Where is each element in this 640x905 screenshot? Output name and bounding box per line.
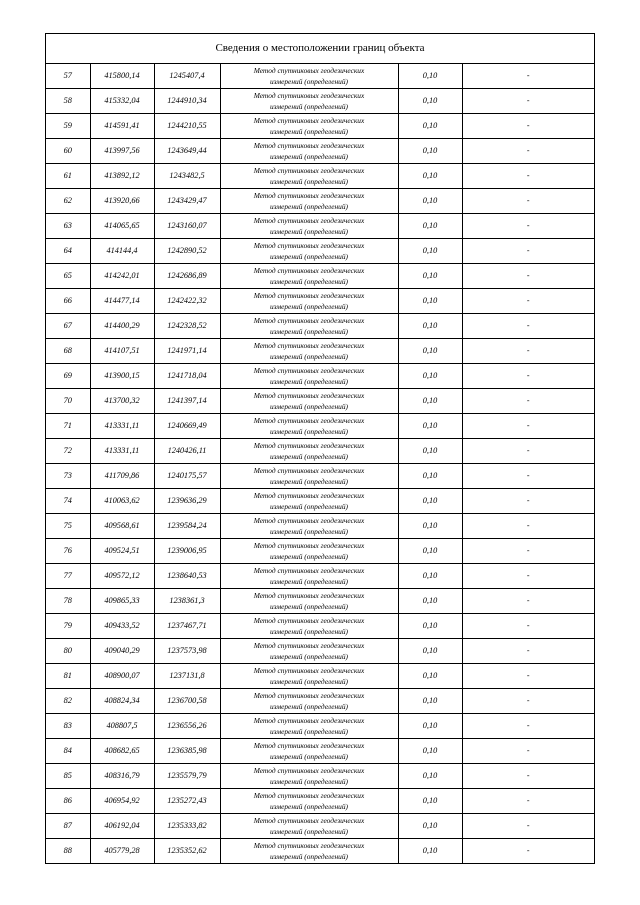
table-row: [46, 814, 594, 839]
method-cell: [220, 439, 398, 464]
coord-x: 408824,34: [90, 689, 154, 714]
method-cell: [220, 714, 398, 739]
coord-y: 1243160,07: [154, 214, 220, 239]
point-number: 67: [46, 314, 90, 339]
coord-y: 1236556,26: [154, 714, 220, 739]
point-number: 81: [46, 664, 90, 689]
method-line-1: Метод спутниковых геодезических: [253, 391, 365, 400]
accuracy-value: 0,10: [398, 64, 462, 89]
table-row: [46, 789, 594, 814]
note-value: -: [462, 564, 594, 589]
coord-x: 405779,28: [90, 839, 154, 864]
boundary-table-sheet: [45, 33, 595, 864]
point-number: 76: [46, 539, 90, 564]
point-number: 79: [46, 614, 90, 639]
note-value: -: [462, 214, 594, 239]
method-line-2: измерений (определений): [269, 702, 349, 711]
method-cell: [220, 214, 398, 239]
point-number: 86: [46, 789, 90, 814]
method-line-1: Метод спутниковых геодезических: [253, 366, 365, 375]
coord-x: 414591,41: [90, 114, 154, 139]
accuracy-value: 0,10: [398, 464, 462, 489]
method-cell: [220, 139, 398, 164]
table-row: [46, 164, 594, 189]
method-line-2: измерений (определений): [269, 552, 349, 561]
method-line-1: Метод спутниковых геодезических: [253, 716, 365, 725]
point-number: 77: [46, 564, 90, 589]
note-value: -: [462, 714, 594, 739]
method-cell: [220, 64, 398, 89]
note-value: -: [462, 539, 594, 564]
coord-y: 1237467,71: [154, 614, 220, 639]
note-value: -: [462, 364, 594, 389]
method-line-1: Метод спутниковых геодезических: [253, 166, 365, 175]
method-line-2: измерений (определений): [269, 302, 349, 311]
method-line-1: Метод спутниковых геодезических: [253, 441, 365, 450]
table-row: [46, 664, 594, 689]
coord-x: 408807,5: [90, 714, 154, 739]
note-value: -: [462, 589, 594, 614]
method-cell: [220, 339, 398, 364]
coord-y: 1242686,89: [154, 264, 220, 289]
note-value: -: [462, 389, 594, 414]
method-cell: [220, 89, 398, 114]
table-row: [46, 139, 594, 164]
method-cell: [220, 489, 398, 514]
coord-y: 1238640,53: [154, 564, 220, 589]
accuracy-value: 0,10: [398, 139, 462, 164]
method-line-2: измерений (определений): [269, 452, 349, 461]
coord-x: 414144,4: [90, 239, 154, 264]
point-number: 59: [46, 114, 90, 139]
method-line-2: измерений (определений): [269, 802, 349, 811]
method-line-1: Метод спутниковых геодезических: [253, 766, 365, 775]
accuracy-value: 0,10: [398, 539, 462, 564]
note-value: -: [462, 739, 594, 764]
coord-y: 1239006,95: [154, 539, 220, 564]
coord-x: 414107,51: [90, 339, 154, 364]
method-line-1: Метод спутниковых геодезических: [253, 116, 365, 125]
table-row: [46, 239, 594, 264]
note-value: -: [462, 414, 594, 439]
table-row: [46, 739, 594, 764]
point-number: 72: [46, 439, 90, 464]
table-row: [46, 289, 594, 314]
method-cell: [220, 364, 398, 389]
accuracy-value: 0,10: [398, 164, 462, 189]
accuracy-value: 0,10: [398, 439, 462, 464]
method-line-1: Метод спутниковых геодезических: [253, 641, 365, 650]
coord-y: 1235333,82: [154, 814, 220, 839]
table-row: [46, 564, 594, 589]
coord-y: 1242890,52: [154, 239, 220, 264]
method-cell: [220, 414, 398, 439]
method-line-1: Метод спутниковых геодезических: [253, 216, 365, 225]
coord-y: 1244210,55: [154, 114, 220, 139]
coord-y: 1244910,34: [154, 89, 220, 114]
table-row: [46, 89, 594, 114]
point-number: 71: [46, 414, 90, 439]
method-line-2: измерений (определений): [269, 352, 349, 361]
accuracy-value: 0,10: [398, 339, 462, 364]
method-cell: [220, 789, 398, 814]
note-value: -: [462, 814, 594, 839]
table-row: [46, 539, 594, 564]
method-line-2: измерений (определений): [269, 827, 349, 836]
coord-x: 409572,12: [90, 564, 154, 589]
method-line-2: измерений (определений): [269, 527, 349, 536]
point-number: 75: [46, 514, 90, 539]
method-cell: [220, 164, 398, 189]
method-line-1: Метод спутниковых геодезических: [253, 816, 365, 825]
coord-x: 413997,56: [90, 139, 154, 164]
method-cell: [220, 114, 398, 139]
accuracy-value: 0,10: [398, 664, 462, 689]
method-line-1: Метод спутниковых геодезических: [253, 616, 365, 625]
point-number: 57: [46, 64, 90, 89]
table-row: [46, 764, 594, 789]
accuracy-value: 0,10: [398, 389, 462, 414]
method-cell: [220, 589, 398, 614]
table-row: [46, 514, 594, 539]
coord-x: 409433,52: [90, 614, 154, 639]
coord-x: 406954,92: [90, 789, 154, 814]
method-line-1: Метод спутниковых геодезических: [253, 341, 365, 350]
table-title: Сведения о местоположении границ объекта: [46, 34, 594, 64]
coord-y: 1236385,98: [154, 739, 220, 764]
method-cell: [220, 239, 398, 264]
point-number: 88: [46, 839, 90, 864]
point-number: 87: [46, 814, 90, 839]
method-cell: [220, 289, 398, 314]
coord-y: 1236700,58: [154, 689, 220, 714]
coord-y: 1239636,29: [154, 489, 220, 514]
accuracy-value: 0,10: [398, 814, 462, 839]
method-line-2: измерений (определений): [269, 152, 349, 161]
coord-y: 1245407,4: [154, 64, 220, 89]
method-line-2: измерений (определений): [269, 627, 349, 636]
method-line-1: Метод спутниковых геодезических: [253, 91, 365, 100]
point-number: 60: [46, 139, 90, 164]
coord-x: 413331,11: [90, 414, 154, 439]
coord-y: 1240426,11: [154, 439, 220, 464]
point-number: 80: [46, 639, 90, 664]
accuracy-value: 0,10: [398, 839, 462, 864]
method-line-1: Метод спутниковых геодезических: [253, 591, 365, 600]
method-line-2: измерений (определений): [269, 577, 349, 586]
note-value: -: [462, 689, 594, 714]
method-line-1: Метод спутниковых геодезических: [253, 66, 365, 75]
method-cell: [220, 389, 398, 414]
coord-x: 415800,14: [90, 64, 154, 89]
note-value: -: [462, 664, 594, 689]
coord-y: 1243482,5: [154, 164, 220, 189]
note-value: -: [462, 489, 594, 514]
method-line-2: измерений (определений): [269, 677, 349, 686]
method-line-1: Метод спутниковых геодезических: [253, 191, 365, 200]
note-value: -: [462, 839, 594, 864]
table-row: [46, 264, 594, 289]
table-row: [46, 639, 594, 664]
note-value: -: [462, 164, 594, 189]
point-number: 84: [46, 739, 90, 764]
coord-y: 1241718,04: [154, 364, 220, 389]
point-number: 66: [46, 289, 90, 314]
method-line-1: Метод спутниковых геодезических: [253, 266, 365, 275]
coord-y: 1235579,79: [154, 764, 220, 789]
coord-x: 414065,65: [90, 214, 154, 239]
coord-y: 1237573,98: [154, 639, 220, 664]
table-row: [46, 189, 594, 214]
coord-x: 409524,51: [90, 539, 154, 564]
method-line-1: Метод спутниковых геодезических: [253, 316, 365, 325]
coord-x: 408316,79: [90, 764, 154, 789]
coord-y: 1235272,43: [154, 789, 220, 814]
note-value: -: [462, 514, 594, 539]
note-value: -: [462, 764, 594, 789]
point-number: 82: [46, 689, 90, 714]
coord-y: 1243429,47: [154, 189, 220, 214]
coord-x: 413700,32: [90, 389, 154, 414]
method-line-1: Метод спутниковых геодезических: [253, 491, 365, 500]
method-cell: [220, 539, 398, 564]
coord-x: 409040,29: [90, 639, 154, 664]
coord-x: 413331,11: [90, 439, 154, 464]
note-value: -: [462, 64, 594, 89]
table-row: [46, 214, 594, 239]
method-line-1: Метод спутниковых геодезических: [253, 741, 365, 750]
note-value: -: [462, 464, 594, 489]
point-number: 69: [46, 364, 90, 389]
coordinates-table: [46, 64, 594, 863]
point-number: 74: [46, 489, 90, 514]
method-line-2: измерений (определений): [269, 752, 349, 761]
coord-x: 413920,66: [90, 189, 154, 214]
method-cell: [220, 739, 398, 764]
coord-y: 1242422,32: [154, 289, 220, 314]
method-line-2: измерений (определений): [269, 377, 349, 386]
method-line-1: Метод спутниковых геодезических: [253, 691, 365, 700]
coord-y: 1240669,49: [154, 414, 220, 439]
method-cell: [220, 464, 398, 489]
method-line-2: измерений (определений): [269, 777, 349, 786]
method-line-2: измерений (определений): [269, 477, 349, 486]
method-cell: [220, 689, 398, 714]
table-row: [46, 439, 594, 464]
accuracy-value: 0,10: [398, 764, 462, 789]
method-line-1: Метод спутниковых геодезических: [253, 791, 365, 800]
note-value: -: [462, 289, 594, 314]
note-value: -: [462, 614, 594, 639]
method-line-2: измерений (определений): [269, 727, 349, 736]
method-cell: [220, 614, 398, 639]
method-line-1: Метод спутниковых геодезических: [253, 516, 365, 525]
method-line-1: Метод спутниковых геодезических: [253, 291, 365, 300]
accuracy-value: 0,10: [398, 789, 462, 814]
method-line-1: Метод спутниковых геодезических: [253, 841, 365, 850]
table-row: [46, 389, 594, 414]
method-line-2: измерений (определений): [269, 602, 349, 611]
method-line-1: Метод спутниковых геодезических: [253, 141, 365, 150]
accuracy-value: 0,10: [398, 114, 462, 139]
accuracy-value: 0,10: [398, 89, 462, 114]
point-number: 65: [46, 264, 90, 289]
method-line-2: измерений (определений): [269, 852, 349, 861]
table-row: [46, 589, 594, 614]
note-value: -: [462, 789, 594, 814]
accuracy-value: 0,10: [398, 639, 462, 664]
method-line-1: Метод спутниковых геодезических: [253, 666, 365, 675]
accuracy-value: 0,10: [398, 364, 462, 389]
point-number: 85: [46, 764, 90, 789]
note-value: -: [462, 439, 594, 464]
method-cell: [220, 189, 398, 214]
method-cell: [220, 639, 398, 664]
method-line-2: измерений (определений): [269, 127, 349, 136]
table-row: [46, 489, 594, 514]
note-value: -: [462, 239, 594, 264]
accuracy-value: 0,10: [398, 689, 462, 714]
coord-x: 411709,86: [90, 464, 154, 489]
table-row: [46, 364, 594, 389]
method-line-2: измерений (определений): [269, 227, 349, 236]
coord-y: 1235352,62: [154, 839, 220, 864]
accuracy-value: 0,10: [398, 414, 462, 439]
method-line-1: Метод спутниковых геодезических: [253, 241, 365, 250]
method-cell: [220, 564, 398, 589]
accuracy-value: 0,10: [398, 239, 462, 264]
note-value: -: [462, 189, 594, 214]
coord-y: 1242328,52: [154, 314, 220, 339]
note-value: -: [462, 639, 594, 664]
method-cell: [220, 814, 398, 839]
point-number: 63: [46, 214, 90, 239]
point-number: 78: [46, 589, 90, 614]
point-number: 58: [46, 89, 90, 114]
coord-x: 413892,12: [90, 164, 154, 189]
coord-x: 414400,29: [90, 314, 154, 339]
method-cell: [220, 514, 398, 539]
point-number: 62: [46, 189, 90, 214]
coord-x: 415332,04: [90, 89, 154, 114]
coord-x: 409568,61: [90, 514, 154, 539]
method-line-1: Метод спутниковых геодезических: [253, 416, 365, 425]
table-row: [46, 339, 594, 364]
table-row: [46, 114, 594, 139]
method-line-1: Метод спутниковых геодезических: [253, 466, 365, 475]
method-line-2: измерений (определений): [269, 427, 349, 436]
accuracy-value: 0,10: [398, 589, 462, 614]
coord-y: 1240175,57: [154, 464, 220, 489]
method-line-1: Метод спутниковых геодезических: [253, 541, 365, 550]
method-line-2: измерений (определений): [269, 652, 349, 661]
note-value: -: [462, 314, 594, 339]
accuracy-value: 0,10: [398, 739, 462, 764]
coord-x: 408682,65: [90, 739, 154, 764]
accuracy-value: 0,10: [398, 514, 462, 539]
coord-y: 1239584,24: [154, 514, 220, 539]
table-row: [46, 714, 594, 739]
method-line-2: измерений (определений): [269, 277, 349, 286]
note-value: -: [462, 339, 594, 364]
table-row: [46, 689, 594, 714]
coord-x: 406192,04: [90, 814, 154, 839]
accuracy-value: 0,10: [398, 189, 462, 214]
method-cell: [220, 264, 398, 289]
table-row: [46, 314, 594, 339]
accuracy-value: 0,10: [398, 614, 462, 639]
coord-x: 414242,01: [90, 264, 154, 289]
method-line-2: измерений (определений): [269, 502, 349, 511]
accuracy-value: 0,10: [398, 714, 462, 739]
method-line-1: Метод спутниковых геодезических: [253, 566, 365, 575]
point-number: 70: [46, 389, 90, 414]
coord-y: 1237131,8: [154, 664, 220, 689]
coord-x: 409865,33: [90, 589, 154, 614]
table-body: [46, 64, 594, 863]
coord-y: 1243649,44: [154, 139, 220, 164]
coord-y: 1238361,3: [154, 589, 220, 614]
point-number: 73: [46, 464, 90, 489]
note-value: -: [462, 264, 594, 289]
method-line-2: измерений (определений): [269, 402, 349, 411]
method-cell: [220, 839, 398, 864]
coord-y: 1241971,14: [154, 339, 220, 364]
method-cell: [220, 664, 398, 689]
method-cell: [220, 764, 398, 789]
coord-y: 1241397,14: [154, 389, 220, 414]
method-line-2: измерений (определений): [269, 77, 349, 86]
accuracy-value: 0,10: [398, 564, 462, 589]
table-row: [46, 414, 594, 439]
table-row: [46, 614, 594, 639]
method-line-2: измерений (определений): [269, 177, 349, 186]
point-number: 68: [46, 339, 90, 364]
point-number: 64: [46, 239, 90, 264]
table-row: [46, 839, 594, 864]
method-line-2: измерений (определений): [269, 327, 349, 336]
method-line-2: измерений (определений): [269, 202, 349, 211]
accuracy-value: 0,10: [398, 314, 462, 339]
method-cell: [220, 314, 398, 339]
coord-x: 408900,07: [90, 664, 154, 689]
point-number: 61: [46, 164, 90, 189]
method-line-2: измерений (определений): [269, 102, 349, 111]
accuracy-value: 0,10: [398, 289, 462, 314]
note-value: -: [462, 89, 594, 114]
coord-x: 410063,62: [90, 489, 154, 514]
note-value: -: [462, 139, 594, 164]
table-row: [46, 64, 594, 89]
table-row: [46, 464, 594, 489]
method-line-2: измерений (определений): [269, 252, 349, 261]
point-number: 83: [46, 714, 90, 739]
accuracy-value: 0,10: [398, 264, 462, 289]
coord-x: 413900,15: [90, 364, 154, 389]
accuracy-value: 0,10: [398, 214, 462, 239]
coord-x: 414477,14: [90, 289, 154, 314]
note-value: -: [462, 114, 594, 139]
accuracy-value: 0,10: [398, 489, 462, 514]
